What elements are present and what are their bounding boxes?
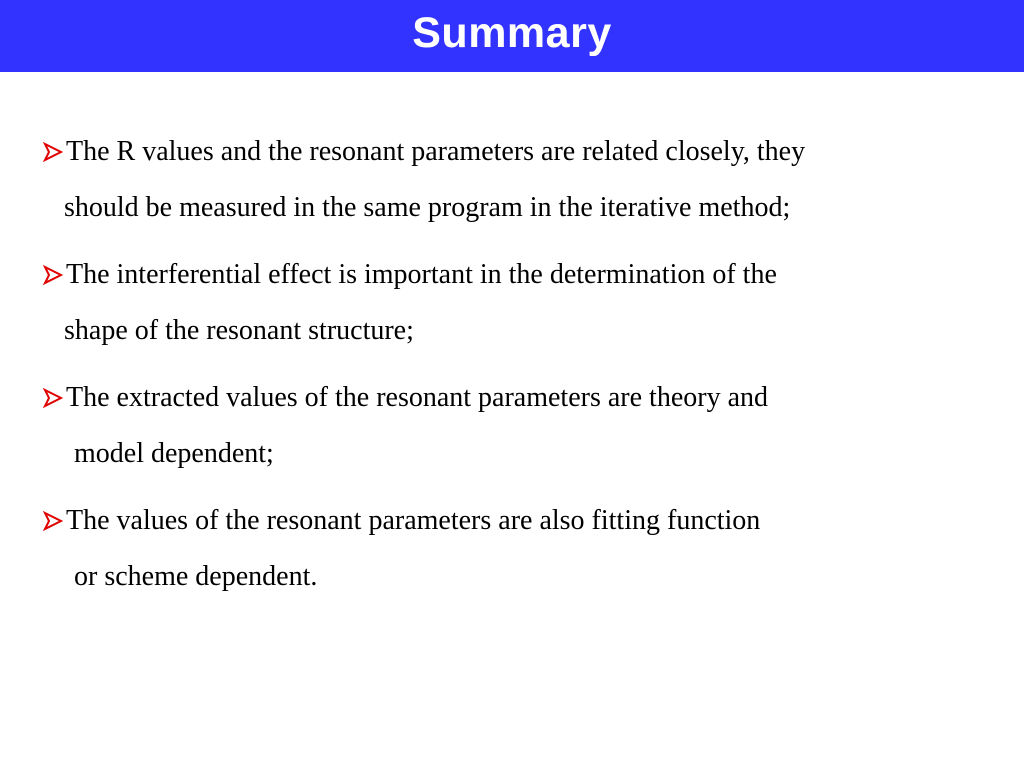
arrow-bullet-icon <box>42 264 64 286</box>
bullet-continuation: shape of the resonant structure; <box>64 314 414 346</box>
bullet-item <box>42 367 1002 429</box>
arrow-bullet-icon <box>42 141 64 163</box>
bullet-list <box>42 121 1002 613</box>
bullet-text: The extracted values of the resonant parameters are theory and <box>66 381 768 413</box>
arrow-bullet-icon <box>42 387 64 409</box>
bullet-item <box>42 244 1002 306</box>
bullet-text: The R values and the resonant parameters are related closely, they <box>66 135 806 167</box>
bullet-continuation: should be measured in the same program in the iterative method; <box>64 191 791 223</box>
bullet-text: The interferential effect is important in the determination of the <box>66 258 777 290</box>
arrow-bullet-icon <box>42 510 64 532</box>
slide-title: Summary <box>412 9 612 57</box>
bullet-continuation: model dependent; <box>74 437 274 469</box>
title-bar <box>0 0 1024 72</box>
bullet-continuation: or scheme dependent. <box>74 560 318 592</box>
bullet-item <box>42 490 1002 552</box>
bullet-text: The values of the resonant parameters are also fitting function <box>66 504 761 536</box>
bullet-item <box>42 121 1002 183</box>
